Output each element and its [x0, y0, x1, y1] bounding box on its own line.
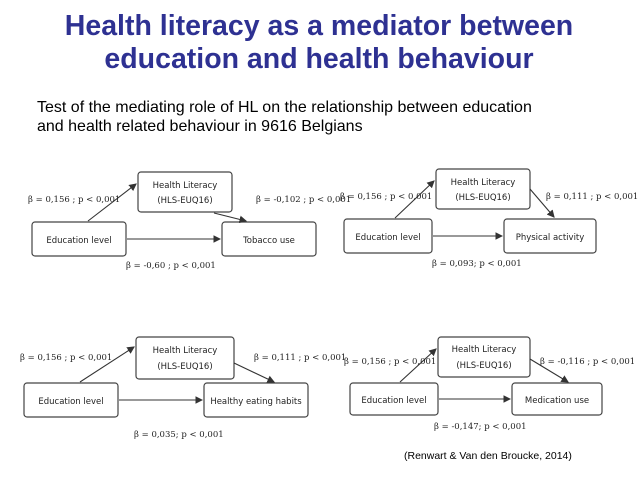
predictor-label: Education level [38, 397, 104, 407]
mediation-diagram-physical-activity [340, 167, 638, 275]
slide-title-line-2: education and health behaviour [104, 43, 534, 75]
outcome-label: Physical activity [515, 233, 585, 243]
path-b-arrow [234, 363, 274, 382]
beta-b-label: β = 0,111 ; p < 0,001 [546, 192, 638, 202]
mediator-box [136, 337, 234, 379]
mediation-diagram-healthy-eating [20, 335, 347, 443]
mediator-label: Health Literacy [450, 178, 516, 188]
mediator-box [438, 337, 530, 377]
slide-title [0, 10, 638, 76]
predictor-label: Education level [355, 233, 421, 243]
beta-c-label: β = -0,60 ; p < 0,001 [126, 261, 216, 271]
mediator-sublabel: (HLS-EUQ16) [157, 196, 213, 206]
outcome-label: Medication use [524, 396, 590, 406]
mediator-box [436, 169, 530, 209]
path-b-arrow [214, 213, 246, 221]
citation: (Renwart & Van den Broucke, 2014) [404, 450, 572, 462]
beta-a-label: β = 0,156 ; p < 0,001 [28, 195, 121, 205]
mediator-label: Health Literacy [152, 181, 218, 191]
mediator-box [138, 172, 232, 212]
outcome-label: Tobacco use [243, 236, 295, 246]
slide-title-line-1: Health literacy as a mediator between [64, 10, 574, 42]
mediator-label: Health Literacy [451, 345, 517, 355]
outcome-label: Healthy eating habits [210, 397, 302, 407]
predictor-label: Education level [46, 236, 112, 246]
mediator-sublabel: (HLS-EUQ16) [157, 362, 213, 372]
mediator-sublabel: (HLS-EUQ16) [455, 193, 511, 203]
beta-c-label: β = 0,093; p < 0,001 [432, 259, 522, 269]
mediator-sublabel: (HLS-EUQ16) [456, 361, 512, 371]
slide-subtitle-line-1: Test of the mediating role of HL on the relationship between education [37, 99, 532, 116]
slide-subtitle-line-2: and health related behaviour in 9616 Belgians [37, 118, 363, 135]
beta-b-label: β = -0,102 ; p < 0,001 [256, 195, 352, 205]
beta-b-label: β = -0,116 ; p < 0,001 [540, 357, 636, 367]
mediator-label: Health Literacy [152, 346, 218, 356]
beta-b-label: β = 0,111 ; p < 0,001 [254, 353, 347, 363]
mediation-diagram-medication-use [342, 337, 638, 445]
beta-a-label: β = 0,156 ; p < 0,001 [340, 192, 433, 202]
beta-a-label: β = 0,156 ; p < 0,001 [344, 357, 437, 367]
beta-c-label: β = -0,147; p < 0,001 [434, 422, 527, 432]
slide-subtitle [37, 98, 627, 136]
beta-c-label: β = 0,035; p < 0,001 [134, 430, 224, 440]
mediation-diagram-tobacco [28, 170, 352, 278]
beta-a-label: β = 0,156 ; p < 0,001 [20, 353, 113, 363]
predictor-label: Education level [361, 396, 427, 406]
